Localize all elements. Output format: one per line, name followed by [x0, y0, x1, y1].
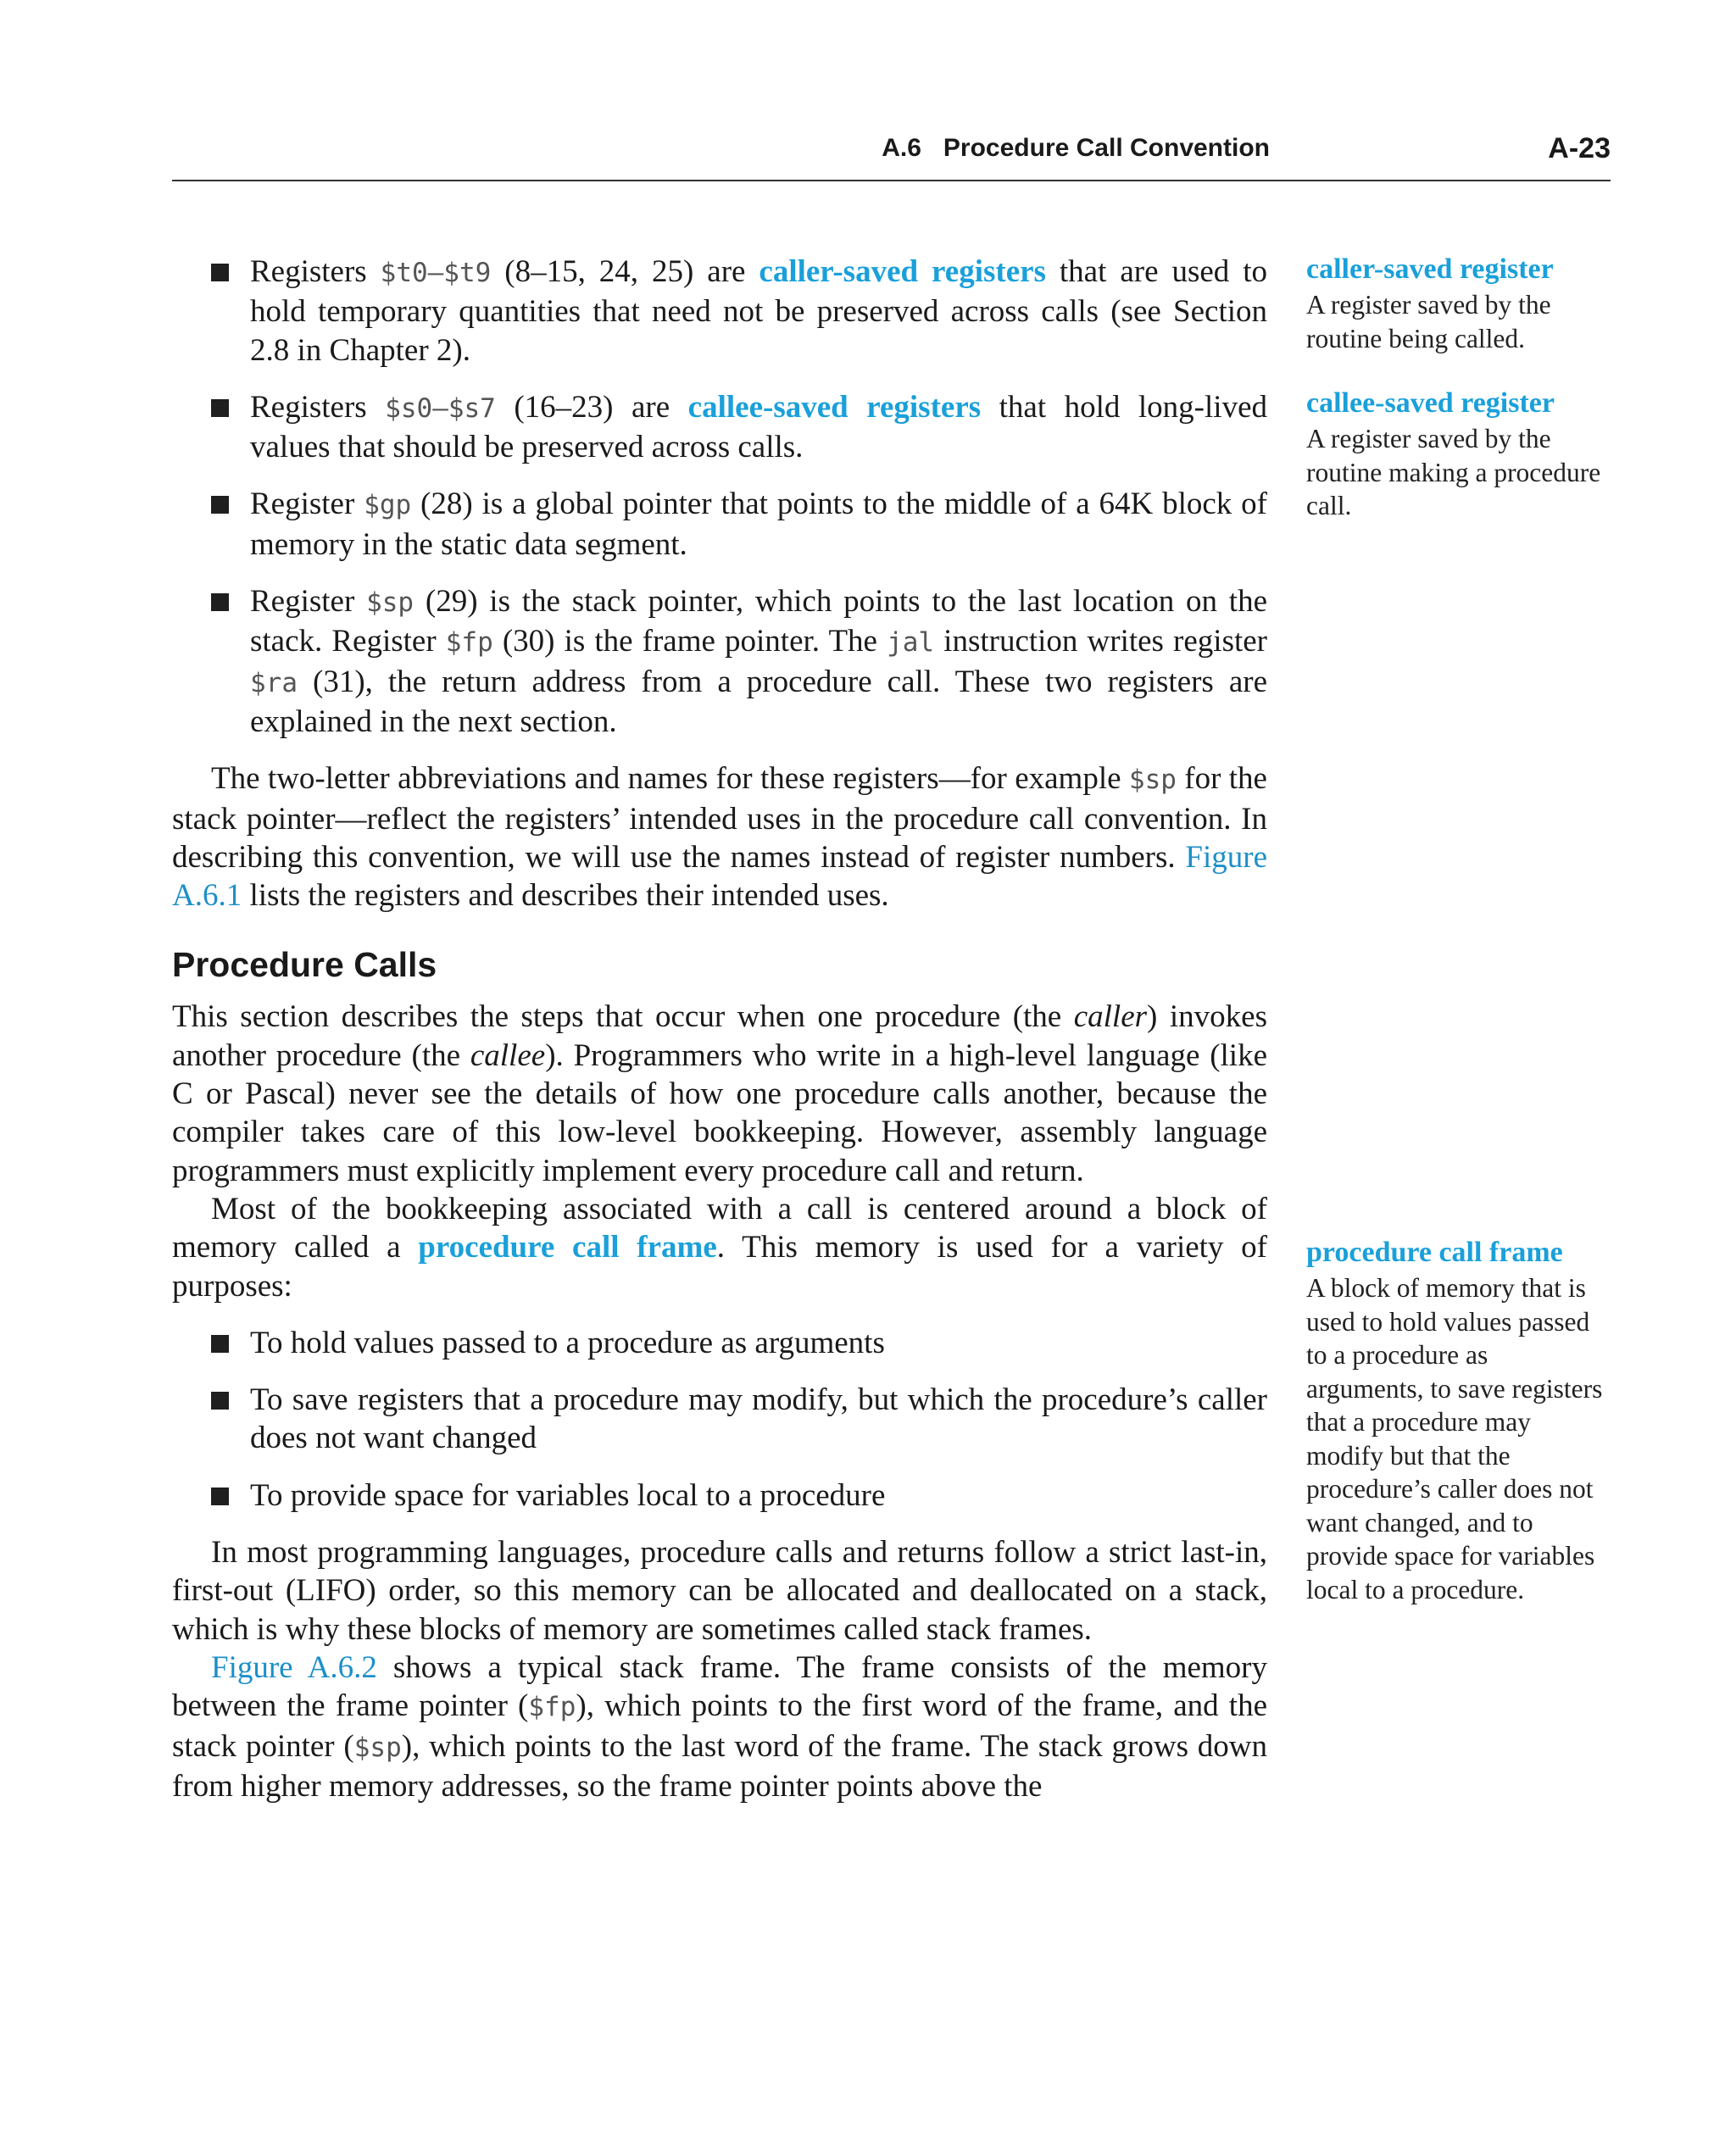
paragraph-abbreviations: The two-letter abbreviations and names for these registers—for example $sp for the stack pointer—reflect the registers’ intended uses in the procedure call convention. In describing this convention, we will use the names instead of register numbers. Figure A.6.1 lists the registers and describes their intended uses.	[172, 761, 1267, 914]
section-title: Procedure Call Convention	[943, 134, 1270, 162]
list-item: To save registers that a procedure may modify, but which the procedure’s caller does not want changed	[172, 1381, 1267, 1458]
glossary-term: caller-saved register	[1306, 253, 1554, 285]
key-term: procedure call frame	[418, 1230, 717, 1265]
key-term: caller-saved registers	[759, 254, 1046, 289]
frame-purpose-list	[172, 1324, 1267, 1515]
key-term: callee-saved registers	[687, 389, 982, 425]
glossary-caller-saved	[1306, 253, 1611, 355]
register-code: $s0–$s7	[385, 392, 496, 424]
register-code: $t0–$t9	[380, 258, 492, 288]
bullet-square-icon	[211, 264, 229, 281]
instruction-code: jal	[887, 627, 935, 659]
section-header	[882, 134, 1270, 163]
glossary-term: procedure call frame	[1306, 1237, 1563, 1268]
glossary-definition: A register saved by the routine making a procedure call.	[1306, 424, 1601, 520]
register-code: $sp	[353, 1732, 402, 1763]
glossary-callee-saved	[1306, 386, 1611, 523]
glossary-definition: A block of memory that is used to hold values passed to a procedure as arguments, to save registers that a procedure may modify but that the procedure’s caller does not want changed, and to provide space for variables local to a procedure.	[1306, 1273, 1603, 1604]
register-code: $fp	[445, 627, 493, 659]
list-item: Register $sp (29) is the stack pointer, which points to the last location on the stack. Register $fp (30) is the frame pointer. The jal instruction writes register $ra (31), the return address from a procedure call. These two registers are explained in the next section.	[172, 582, 1267, 741]
register-code: $fp	[528, 1692, 576, 1723]
section-number: A.6	[882, 134, 921, 162]
bullet-square-icon	[211, 496, 229, 514]
bullet-square-icon	[211, 593, 229, 611]
list-item: To hold values passed to a procedure as arguments	[172, 1324, 1267, 1362]
glossary-procedure-call-frame	[1306, 1236, 1611, 1606]
list-item: Register $gp (28) is a global pointer that points to the middle of a 64K block of memory in the static data segment.	[172, 485, 1267, 564]
bullet-square-icon	[211, 1335, 229, 1353]
bullet-square-icon	[211, 1392, 229, 1410]
bullet-square-icon	[211, 1488, 229, 1505]
register-bullet-list	[172, 253, 1267, 741]
paragraph-intro: This section describes the steps that occur when one procedure (the caller) invokes another procedure (the callee). Programmers who write in a high-level language (like C or Pascal) never see the details of how one procedure calls another, because the compiler takes care of this low-level bookkeeping. However, assembly language programmers must explicitly implement every procedure call and return.	[172, 999, 1267, 1188]
paragraph-lifo: In most programming languages, procedure calls and returns follow a strict last-in, first-out (LIFO) order, so this memory can be allocated and deallocated on a stack, which is why these blocks of memory are sometimes called stack frames.	[172, 1535, 1267, 1647]
list-item: Registers $s0–$s7 (16–23) are callee-saved registers that hold long-lived values that should be preserved across calls.	[172, 388, 1267, 467]
page-number: A-23	[1548, 132, 1611, 164]
bullet-square-icon	[211, 399, 229, 417]
register-code: $ra	[250, 667, 298, 698]
list-item: Registers $t0–$t9 (8–15, 24, 25) are caller-saved registers that are used to hold temporary quantities that need not be preserved across calls (see Section 2.8 in Chapter 2).	[172, 253, 1267, 370]
figure-link[interactable]: Figure A.6.1	[172, 839, 1267, 914]
register-code: $gp	[364, 490, 412, 521]
register-code: $sp	[366, 587, 415, 619]
paragraph-stack-frame: Figure A.6.2 shows a typical stack frame. The frame consists of the memory between the frame pointer ($fp), which points to the first word of the frame, and the stack pointer ($sp), which points to the last word of the frame. The stack grows down from higher memory addresses, so the frame pointer points above the	[172, 1649, 1268, 1804]
paragraph-frame: Most of the bookkeeping associated with a call is centered around a block of memory called a procedure call frame. This memory is used for a variety of purposes:	[172, 1191, 1267, 1304]
running-header	[172, 129, 1611, 181]
section-heading: Procedure Calls	[172, 945, 437, 985]
list-item: To provide space for variables local to a procedure	[172, 1476, 1267, 1515]
register-code: $sp	[1128, 765, 1177, 796]
glossary-definition: A register saved by the routine being called.	[1306, 290, 1551, 353]
glossary-term: callee-saved register	[1306, 387, 1555, 419]
main-column	[172, 253, 1267, 1805]
figure-link[interactable]: Figure A.6.2	[211, 1649, 377, 1685]
